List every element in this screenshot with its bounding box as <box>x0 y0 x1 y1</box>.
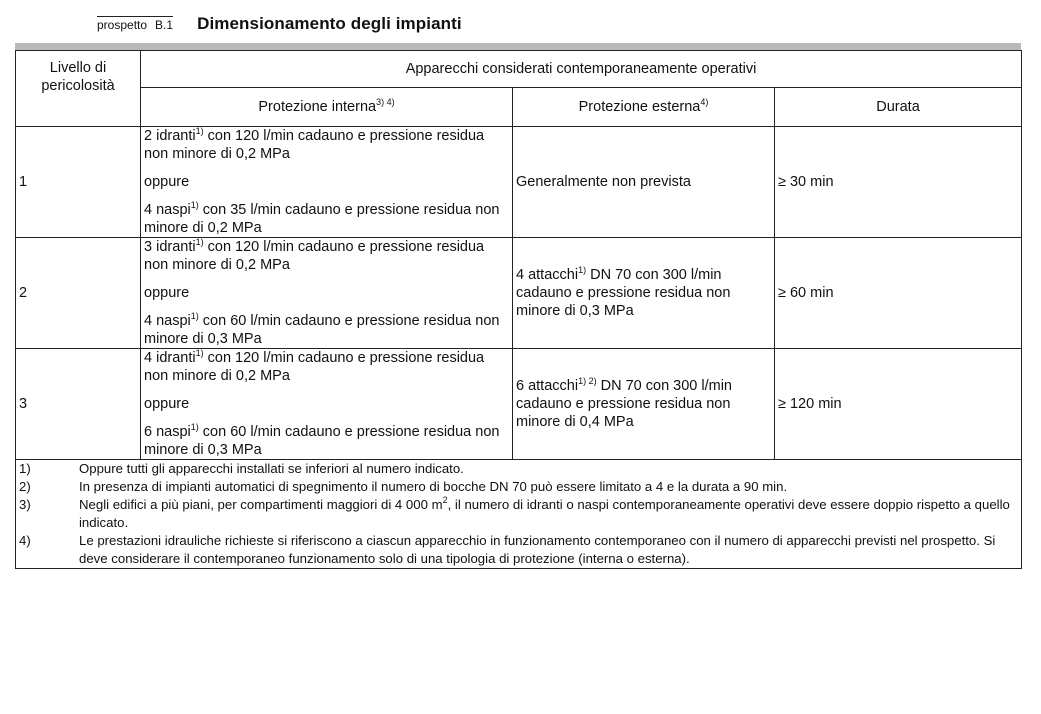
duration-cell: ≥ 60 min <box>775 238 1022 349</box>
internal-option-b: 4 naspi$^{1)}$ con 35 l/min cadauno e pressione residua non minore di 0,2 MPa <box>144 200 500 236</box>
internal-option-a: 3 idranti$^{1)}$ con 120 l/min cadauno e pressione residua non minore di 0,2 MPa <box>144 237 485 273</box>
external-cell: 6 attacchi$^{1) 2)}$ DN 70 con 300 l/min cadauno e pressione residua non minore di 0,4 MPa <box>513 349 775 460</box>
footnote-text: Negli edifici a più piani, per compartimenti maggiori di 4 000 $m^2$, il numero di idranti o naspi contemporaneamente operativi deve essere doppio rispetto a quello indicato. <box>79 495 1010 530</box>
duration-cell: ≥ 30 min <box>775 127 1022 238</box>
external-cell: 4 attacchi$^{1)}$ DN 70 con 300 l/min cadauno e pressione residua non minore di 0,3 MPa <box>513 238 775 349</box>
footnote-number: 4) <box>19 533 31 548</box>
table-row <box>16 349 1022 460</box>
internal-cell <box>141 349 513 460</box>
notes-list <box>19 460 1018 568</box>
footnote-text: In presenza di impianti automatici di spegnimento il numero di bocche DN 70 può essere limitato a 4 e la durata a 90 min. <box>79 479 788 494</box>
footnote <box>19 496 1018 532</box>
table-row <box>16 238 1022 349</box>
caption-number: B.1 <box>155 18 174 32</box>
internal-option-a: 2 idranti$^{1)}$ con 120 l/min cadauno e pressione residua non minore di 0,2 MPa <box>144 126 485 162</box>
level-cell: 3 <box>16 349 141 460</box>
duration-cell: ≥ 120 min <box>775 349 1022 460</box>
footnote-number: 1) <box>19 461 31 476</box>
internal-cell <box>141 127 513 238</box>
oppure-label: oppure <box>144 174 190 190</box>
internal-cell <box>141 238 513 349</box>
oppure-label: oppure <box>144 396 190 412</box>
oppure-label: oppure <box>144 285 190 301</box>
footnote-text: Oppure tutti gli apparecchi installati se inferiori al numero indicato. <box>79 461 464 476</box>
header-external: Protezione esterna$^{4)}$ <box>513 88 775 127</box>
level-cell: 1 <box>16 127 141 238</box>
footnote-text: Le prestazioni idrauliche richieste si riferiscono a ciascun apparecchio in funzionamento contemporaneo con il numero di apparecchi previsti nel prospetto. Si deve considerare il contemporaneo funzionamento solo di una tipologia di protezione (interna o esterna). <box>79 533 996 566</box>
table-top-rule <box>15 43 1021 50</box>
notes-cell <box>16 460 1022 569</box>
sizing-table <box>15 50 1022 569</box>
header-group: Apparecchi considerati contemporaneamente operativi <box>141 51 1022 88</box>
header-internal-sup: 3) 4) <box>376 97 395 107</box>
header-internal: Protezione interna$^{3) 4)}$ <box>141 88 513 127</box>
internal-option-a: 4 idranti$^{1)}$ con 120 l/min cadauno e pressione residua non minore di 0,2 MPa <box>144 348 485 384</box>
level-cell: 2 <box>16 238 141 349</box>
external-cell: Generalmente non prevista <box>513 127 775 238</box>
caption-label: prospetto B.1 <box>97 18 174 32</box>
table-row <box>16 127 1022 238</box>
table-caption <box>97 14 462 40</box>
caption-title: Dimensionamento degli impianti <box>197 14 462 33</box>
footnote <box>19 532 1018 568</box>
header-level: Livello di pericolosità <box>16 51 141 127</box>
internal-option-b: 4 naspi$^{1)}$ con 60 l/min cadauno e pressione residua non minore di 0,3 MPa <box>144 311 500 347</box>
footnote <box>19 478 1018 496</box>
footnote <box>19 460 1018 478</box>
header-external-sup: 4) <box>700 97 709 107</box>
footnote-number: 3) <box>19 497 31 512</box>
header-duration: Durata <box>775 88 1022 127</box>
footnote-number: 2) <box>19 479 31 494</box>
internal-option-b: 6 naspi$^{1)}$ con 60 l/min cadauno e pressione residua non minore di 0,3 MPa <box>144 422 500 458</box>
